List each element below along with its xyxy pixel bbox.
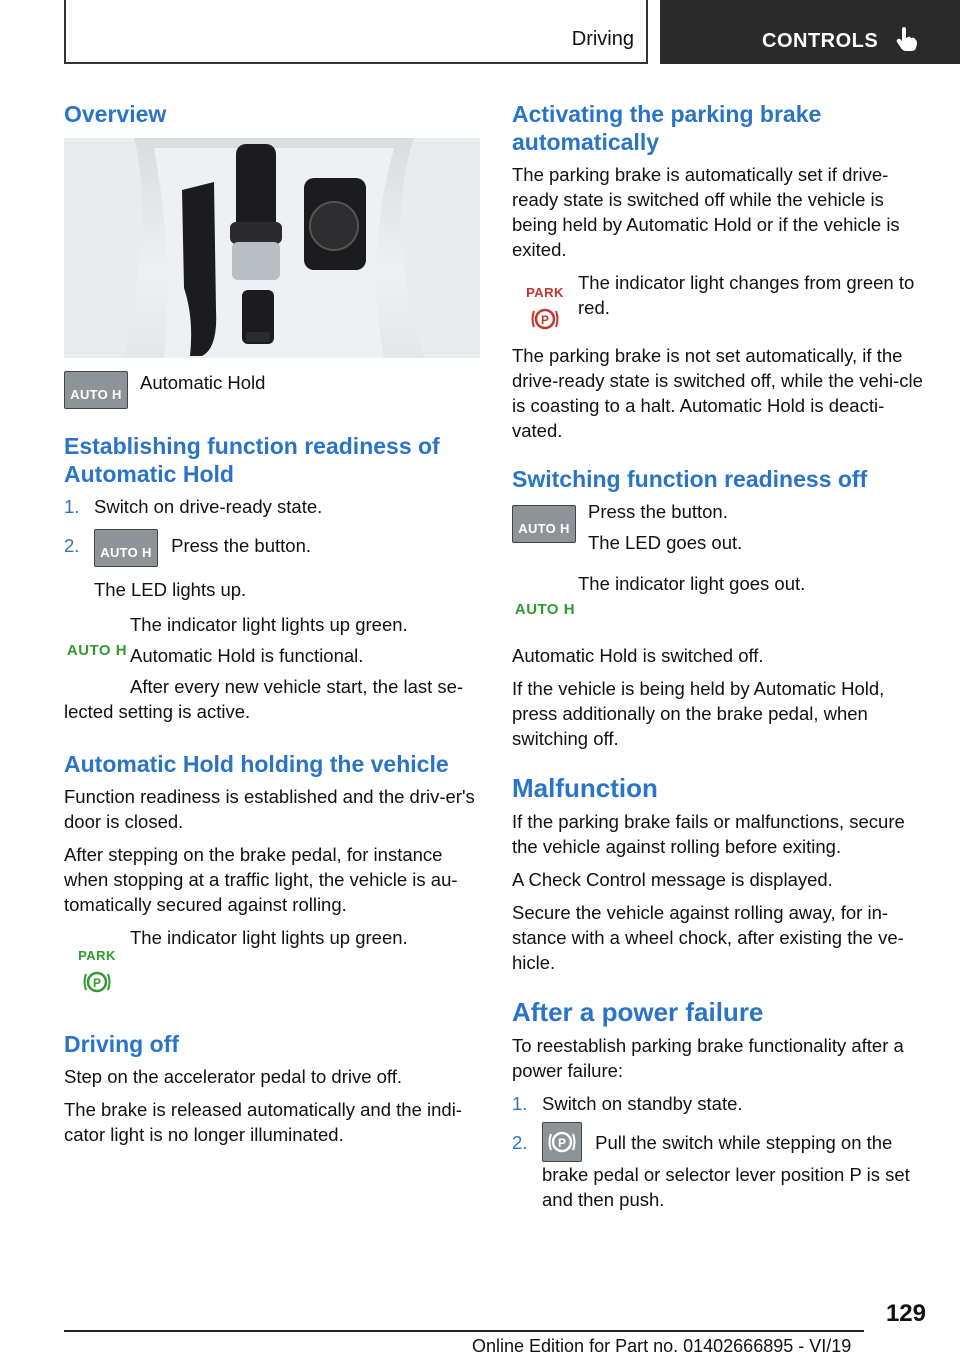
establish-steps [64,494,480,602]
hand-pointer-icon [896,26,918,57]
switch-off-button-row: AUTO H Press the button. The LED goes out. [512,499,930,561]
malfunction-heading: Malfunction [512,773,658,803]
chapter-title: CONTROLS [762,30,879,52]
after-start-text: After every new vehicle start, the last se-lected setting is active. [64,676,464,722]
svg-text:P: P [92,976,102,990]
driving-off-heading: Driving off [64,1031,179,1057]
list-item: 2. P Pull the switch while stepping on the brake pedal or selector lever position P is set and then push. [512,1130,930,1212]
list-item: 2. AUTO H Press the button. The LED lights up. [64,533,480,602]
power-steps [512,1091,930,1212]
section-title: Driving [571,28,634,50]
park-green-row: PARK P The indicator light lights up green. [64,925,480,996]
page-number: 129 [885,1300,926,1327]
autoh-button-icon: AUTO H [94,529,158,567]
autoh-indicator-icon: AUTO H [66,641,128,659]
footer-edition: Online Edition for Part no. 01402666895 - VI/19 [472,1336,852,1356]
establishing-heading: Establishing function readiness of Automatic Hold [64,433,440,487]
activating-heading: Activating the parking brake automatically [512,101,822,155]
park-red-row: PARK P The indicator light changes from green to red. [512,270,930,333]
chapter-tab [660,0,960,64]
header-left-box [64,0,648,64]
list-item: 1. Switch on standby state. [512,1093,743,1114]
footer-rule [64,1330,864,1332]
switching-off-heading: Switching function readiness off [512,466,868,492]
autoh-indicator-icon: AUTO H [514,600,576,618]
parking-brake-switch-icon [542,1122,582,1162]
autoh-button-icon: AUTO H [64,371,128,409]
power-failure-heading: After a power failure [512,997,764,1027]
center-console-photo [64,138,480,358]
autoh-button-icon: AUTO H [512,505,576,543]
holding-heading: Automatic Hold holding the vehicle [64,751,449,777]
right-column: Activating the parking brake automatically The parking brake is automatically set if drive-ready state is switched off while the vehicle is being held by Automatic Hold or if the vehicle is exited. PARK P The indicator light changes from green to red. The parking brake is not set automatically, if the drive-ready state is switched off, while the vehi-cle is coasting to a halt. Automatic Hold is deacti-vated. Switching function readiness off AUTO H Press the button. The LED goes out. AUTO H The indicator light goes out. Automatic Hold is switched off. If the vehicle is being held by Automatic Hold, press additionally on the brake pedal, when switching off. Malfunction If the parking brake fails or malfunctions, secure the vehicle against rolling before exiting. A Check Control message is displayed. Secure the vehicle against rolling away, for in-stance with a wheel chock, after existing the ve-hicle. After a power failure To reestablish parking brake functionality after a power failure: 1. Switch on standby state. 2. P Pull the switch while stepping on the brake pedal or selector lever position P is set and then push. [512,100,930,1222]
autoh-caption-row [64,370,480,410]
overview-heading: Overview [64,101,167,127]
indicator-off-row: AUTO H The indicator light goes out. [512,571,930,629]
left-column: Overview AUTO H Automatic Hold Establishing function readiness of Automatic Hold 1. Switch on drive-ready state. 2. AUTO H Press the button. The LED lights up. AUTO H The indicator light lights up green. Automatic Hold is functional. After every new vehicle start, the last se-lected setting is active. Automatic Hold holding the vehicle Function readiness is established and the driv-er's door is closed. After stepping on the brake pedal, for instance when stopping at a traffic light, the vehicle is au-tomatically secured against rolling. PARK P The indicator light lights up green. Driving off Step on the accelerator pedal to drive off. The brake is released automatically and the indi-cator light is no longer illuminated. [64,100,480,1155]
autoh-caption: Automatic Hold [140,372,266,393]
park-indicator-icon: PARK P [78,948,116,990]
indicator-green-row: AUTO H The indicator light lights up green. Automatic Hold is functional. [66,614,408,666]
led-lights-up-text: The LED lights up. [94,579,247,600]
svg-text:P: P [540,313,550,327]
svg-text:P: P [557,1136,567,1150]
list-item: 1. Switch on drive-ready state. [64,496,323,517]
park-indicator-icon: PARK P [526,285,564,327]
